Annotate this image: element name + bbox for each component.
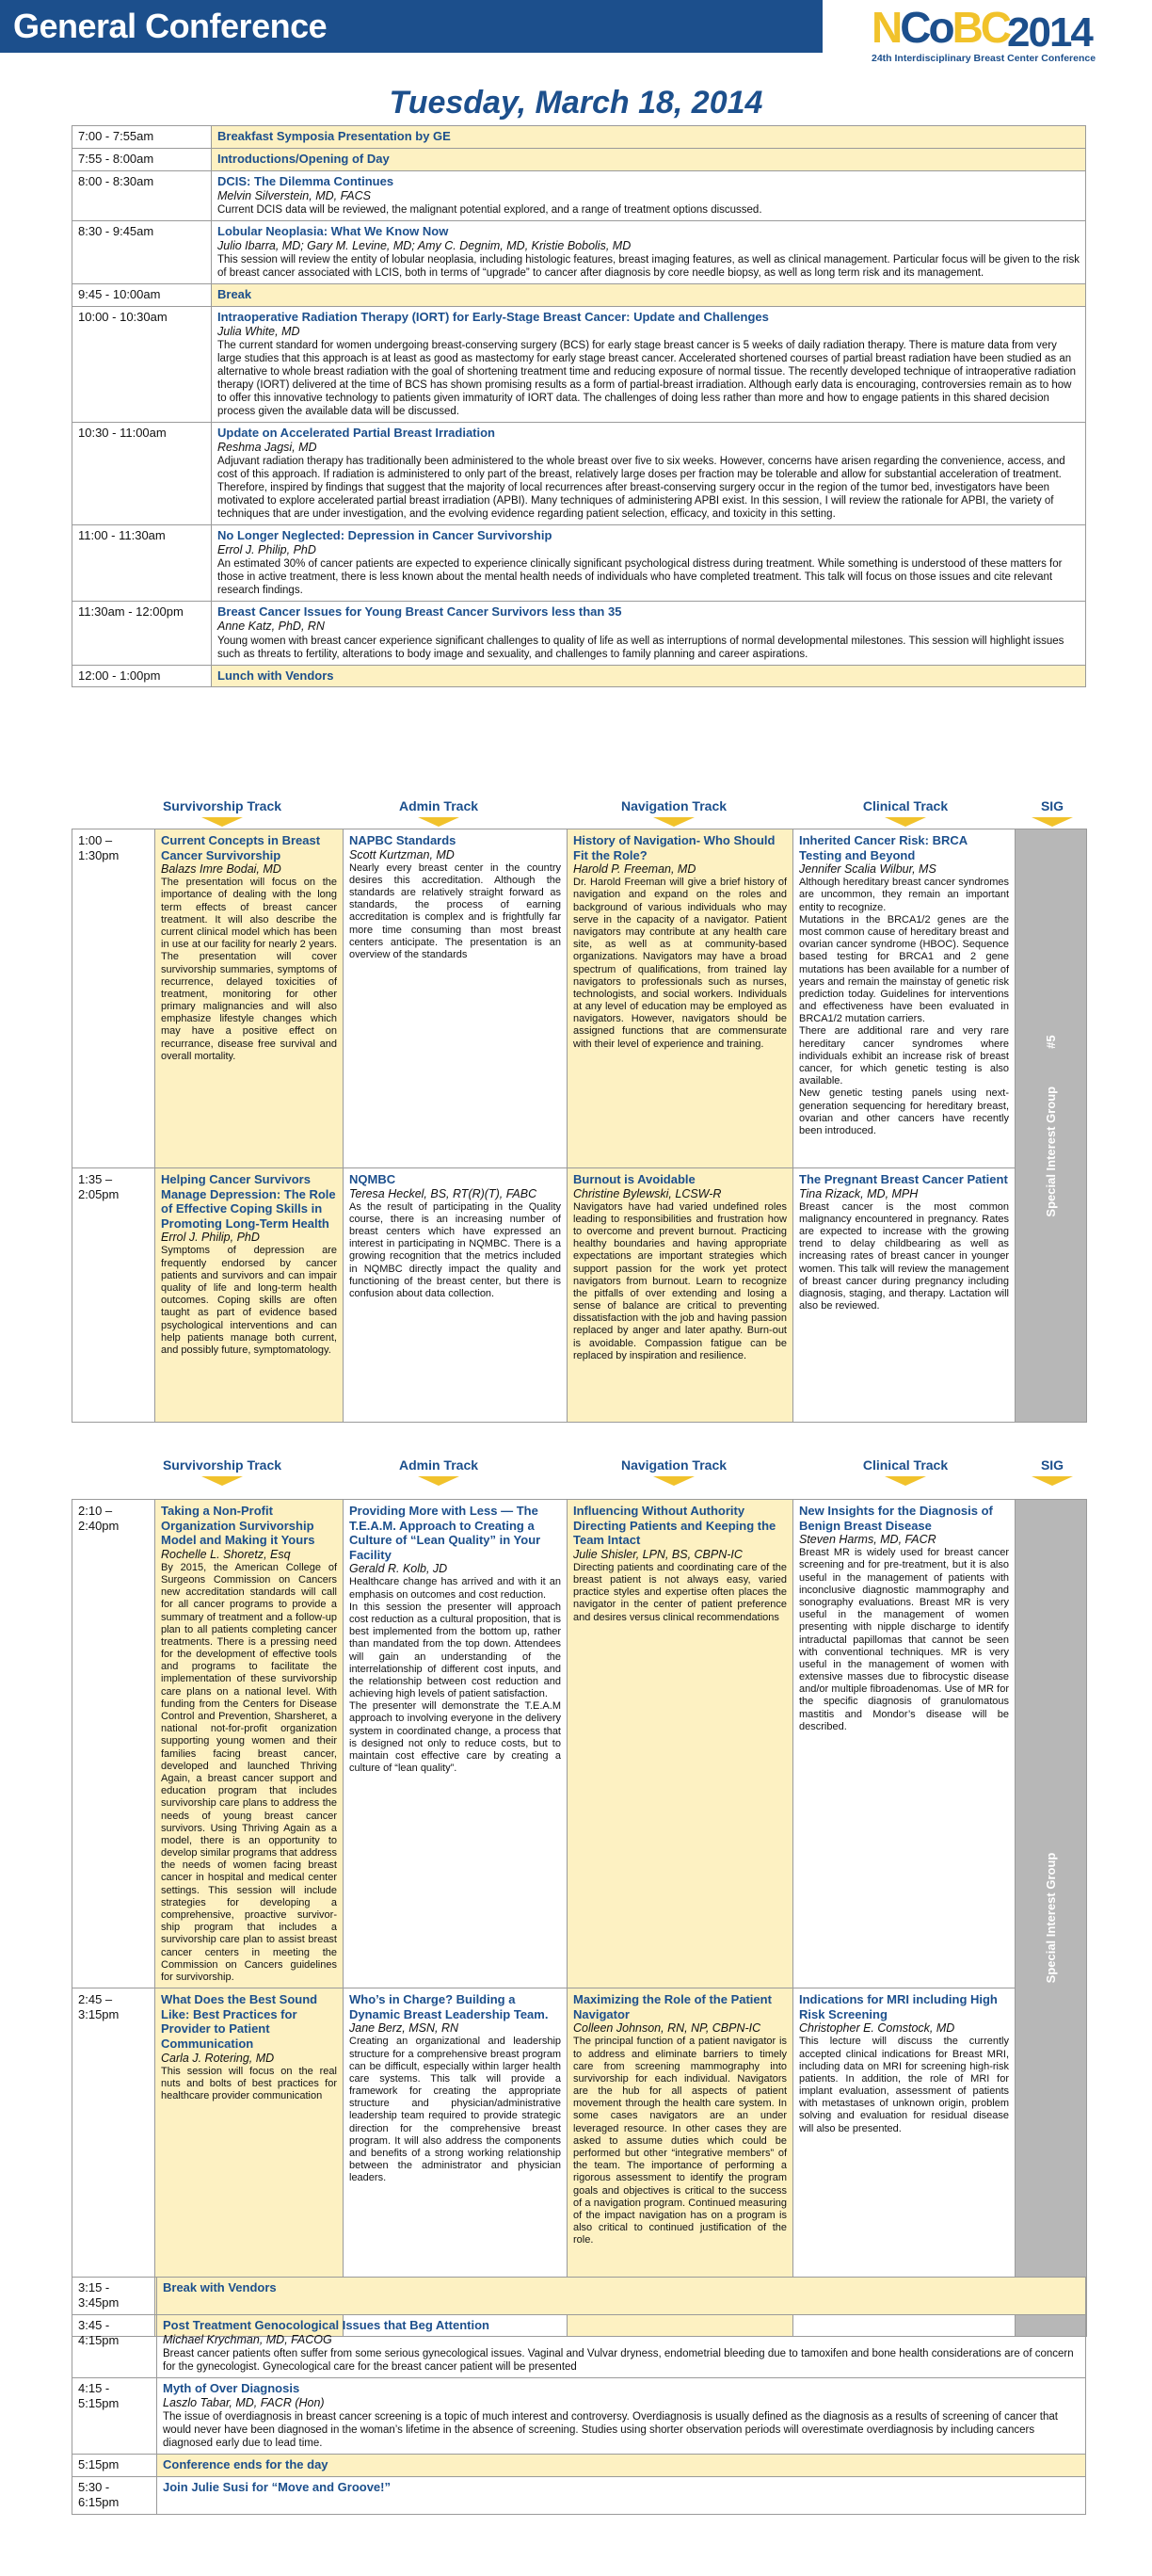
schedule-row bbox=[72, 2314, 1086, 2377]
session-speaker: Colleen Johnson, RN, NP, CBPN-IC bbox=[573, 2021, 761, 2036]
session-speaker: Christine Bylewski, LCSW-R bbox=[573, 1186, 722, 1200]
session-title: No Longer Neglected: Depression in Cancer Survivorship bbox=[217, 528, 552, 543]
session-description: The presentation will focus on the importance of dealing with the long term effects of breast cancer treatment. It will also describe the current clinical model which has been in use at our facility for nearly 2 years. The presentation will cover survivorship summaries, symptoms of recurrence, delayed toxicities of treatment, monitoring for other primary malignancies and will also emphasize lifestyle changes which may have a positive effect on recurrance, disease free survival and overall mortality. bbox=[161, 877, 337, 1062]
session-speaker: Tina Rizack, MD, MPH bbox=[799, 1186, 919, 1200]
session-speaker: Errol J. Philip, PhD bbox=[161, 1231, 260, 1245]
track-session-cell bbox=[155, 829, 344, 1168]
session-speaker: Julio Ibarra, MD; Gary M. Levine, MD; Amy C. Degnim, MD, Kristie Bobolis, MD bbox=[217, 238, 632, 252]
time-slot: 5:30 - 6:15pm bbox=[72, 2476, 157, 2514]
session-speaker: Errol J. Philip, PhD bbox=[217, 543, 316, 557]
track-row bbox=[72, 1168, 1087, 1423]
track-session-cell bbox=[793, 1500, 1016, 1988]
session-description: An estimated 30% of cancer patients are expected to experience clinically significant psychological distress during treatment. While something is understood of these matters for those in active treatment, there is less known about the mental health needs of individuals who have completed treatment. This talk will focus on those issues and cite relevant research findings. bbox=[217, 558, 1063, 597]
session-title: Update on Accelerated Partial Breast Irradiation bbox=[217, 426, 496, 441]
track-session-cell bbox=[344, 1168, 568, 1423]
track-session-cell bbox=[344, 829, 568, 1168]
session-description: This lecture will discuss the currently accepted clinical indications for Breast MRI, including data on MRI for screening high-risk patients. In addition, the role of MRI for implant evaluation, assessment of patients with metastases of unknown origin, problem solving and evaluation for residual disease will also be presented. bbox=[799, 2036, 1009, 2134]
session-cell bbox=[212, 283, 1086, 306]
session-speaker: Harold P. Freeman, MD bbox=[573, 862, 696, 877]
session-cell bbox=[212, 170, 1086, 220]
session-cell bbox=[212, 525, 1086, 602]
time-slot: 5:15pm bbox=[72, 2455, 157, 2477]
session-speaker: Anne Katz, PhD, RN bbox=[217, 620, 325, 634]
session-description: By 2015, the American College of Surgeons Commission on Cancers new accreditation standards will call for all cancer programs to provide a summary of treatment and a follow-up plan to all patients completing cancer treatments. There is a pressing need for the development of effective tools and programs to facilitate the implementation of these survivorship care plans on a national level. With funding from the Centers for Disease Control and Prevention, Sharsheret, a national not-for-profit organization supporting young women and their families facing breast cancer, developed and launched Thriving Again, a breast cancer support and education program that includes survivorship care plans to address the needs of young breast cancer survivors. Using Thriving Again as a model, there is an opportunity to develop similar programs that address the needs of women facing breast cancer in hospital and medical center settings. This session will include strategies for developing a comprehensive, proactive survivor-ship program that includes a survivorship care plan to assist breast cancer centers in meeting the Commission on Cancers guidelines for survivorship. bbox=[161, 1561, 337, 1983]
afternoon-track-grid-2 bbox=[72, 1499, 1087, 2337]
time-slot: 2:10 – 2:40pm bbox=[72, 1500, 155, 1988]
sig-number: #5 bbox=[1043, 1034, 1058, 1049]
track-sig: SIG bbox=[1024, 798, 1080, 827]
session-title: Providing More with Less — The T.E.A.M. Approach to Creating a Culture of “Lean Quality” in Your Facility bbox=[349, 1504, 541, 1562]
session-cell bbox=[157, 2377, 1086, 2454]
session-title: Breast Cancer Issues for Young Breast Cancer Survivors less than 35 bbox=[217, 604, 622, 620]
session-title: The Pregnant Breast Cancer Patient bbox=[799, 1172, 1008, 1186]
session-description: Nearly every breast center in the country desires this accreditation. Although the standards are relatively straight forward as standards, the process of earning accreditation is complex and is frightfully far more time consuming than most breast centers anticipate. The presentation is an overview of the standards bbox=[349, 861, 561, 960]
logo-subtitle: 24th Interdisciplinary Breast Center Conference bbox=[872, 53, 1096, 64]
session-cell bbox=[212, 602, 1086, 665]
session-description: Young women with breast cancer experience significant challenges to quality of life as well as interruptions of normal developmental milestones. This session will highlight issues such as threats to fertility, alterations to body image and sexuality, and challenges to family planning and career aspirations. bbox=[217, 635, 1064, 660]
session-title: Taking a Non-Profit Organization Survivorship Model and Making it Yours bbox=[161, 1504, 315, 1548]
schedule-row bbox=[72, 283, 1086, 306]
session-speaker: Michael Krychman, MD, FACOG bbox=[163, 2332, 332, 2346]
track-navigation: Navigation Track bbox=[580, 1457, 768, 1486]
session-description: This session will review the entity of lobular neoplasia, including histologic features, breast imaging features, as well as clinical management. Particular focus will be given to the risk of breast cancer associated with LCIS, both in terms of “upgrade” to cancer after diagnosis by core needle biopsy, as well as long term risk and its management. bbox=[217, 253, 1080, 279]
session-cell bbox=[157, 2476, 1086, 2514]
session-speaker: Julie Shisler, LPN, BS, CBPN-IC bbox=[573, 1547, 743, 1561]
session-title: Burnout is Avoidable bbox=[573, 1172, 696, 1186]
track-session-cell bbox=[344, 1500, 568, 1988]
session-title: Maximizing the Role of the Patient Navigator bbox=[573, 1992, 772, 2021]
time-slot: 1:35 – 2:05pm bbox=[72, 1168, 155, 1423]
time-slot: 12:00 - 1:00pm bbox=[72, 665, 212, 687]
schedule-row bbox=[72, 525, 1086, 602]
session-speaker: Christopher E. Comstock, MD bbox=[799, 2021, 955, 2036]
session-description: The current standard for women undergoing breast-conserving surgery (BCS) for early stage breast cancer is 5 weeks of daily radiation therapy. There is mature data from very large studies that this approach is at least as good as mastectomy for early stage breast cancer. Accelerated shortened courses of partial breast radiation have been studied as an alternative to whole breast radiation with the goal of shortening treatment time and reducing exposure of normal tissue. The recently developed technique of intraoperative radiation therapy (IORT) delivered at the time of BCS has shown promising results as a form of partial-breast irradiation. Although early data is encouraging, controversies remain as to how to offer this innovative technology to patients given immaturity of IORT data. The challenges of doing less rather than more and how to engage patients in this shared decision process given the available data will be discussed. bbox=[217, 339, 1077, 418]
session-description: Creating an organizational and leadership structure for a comprehensive breast program can be difficult, especially within larger health care systems. This talk will provide a framework for creating the appropriate structure and physician/administrative leadership team required to provide strategic direction for the comprehensive breast program. It will also address the components and benefits of a strong working relationship between the administrator and physician leaders. bbox=[349, 2036, 561, 2184]
session-description: Navigators have had varied undefined roles leading to responsibilities and frustration how to overcome and prevent burnout. Practicing healthy boundaries and having appropriate expectations are important strategies which support passion for the work yet protect navigators from burnout. Learn to recognize the pitfalls of over extending and losing a sense of balance are critical to preventing dissatisfaction with the job and having passion replaced by anger and later apathy. Burn-out is avoidable. Compassion fatigue can be replaced by inspiration and resilience. bbox=[573, 1200, 787, 1361]
track-session-cell bbox=[568, 1168, 793, 1423]
session-cell bbox=[212, 220, 1086, 283]
session-description: Breast cancer is the most common malignancy encountered in pregnancy. Rates are expected to increase with the growing trend to delay childbearing as well as increasing rates of breast cancer in younger women. This talk will review the management of breast cancer during pregnancy including diagnosis, staging, and therapy. Lactation will also be reviewed. bbox=[799, 1200, 1009, 1312]
conference-title: General Conference bbox=[13, 7, 328, 45]
track-admin: Admin Track bbox=[354, 1457, 523, 1486]
schedule-row bbox=[72, 170, 1086, 220]
session-title: NQMBC bbox=[349, 1172, 396, 1186]
time-slot: 1:00 – 1:30pm bbox=[72, 829, 155, 1168]
track-admin: Admin Track bbox=[354, 798, 523, 827]
afternoon-track-grid-1 bbox=[72, 829, 1087, 1423]
time-slot: 7:55 - 8:00am bbox=[72, 148, 212, 170]
time-slot: 11:00 - 11:30am bbox=[72, 525, 212, 602]
track-survivorship: Survivorship Track bbox=[128, 1457, 316, 1486]
session-title: Intraoperative Radiation Therapy (IORT) for Early-Stage Breast Cancer: Update and Challenges bbox=[217, 309, 769, 324]
session-title: Myth of Over Diagnosis bbox=[163, 2380, 300, 2395]
session-description: Healthcare change has arrived and with it an emphasis on outcomes and cost reduction. In this session the presenter will approach cost reduction as a cultural proposition, that is best implemented from the bottom up, rather than mandated from the top down. Attendees will gain an understanding of the interrelationship of different cost inputs, and the relationship between cost reduction and achieving high levels of patient satisfaction. The presenter will demonstrate the T.E.A.M approach to involving everyone in the delivery system in coordinated change, a process that is designed not only to reduce costs, but to maintain cost effective care by creating a culture of “lean quality”. bbox=[349, 1576, 561, 1775]
time-slot: 8:00 - 8:30am bbox=[72, 170, 212, 220]
session-description: The issue of overdiagnosis in breast cancer screening is a topic of much interest and controversy. Overdiagnosis is usually defined as the diagnosis as a results of screening of cancer that would never have been diagnosed in the woman’s lifetime in the absence of screening. Studies using shorter observation periods will overestimate overdiagnosis by including cancers diagnosed early due to lead time. bbox=[163, 2410, 1058, 2449]
session-speaker: Carla J. Rotering, MD bbox=[161, 2051, 275, 2065]
session-title: Influencing Without Authority Directing Patients and Keeping the Team Intact bbox=[573, 1504, 776, 1548]
session-title: Conference ends for the day bbox=[163, 2457, 328, 2472]
session-description: Directing patients and coordinating care of the breast patient is not always easy, varied practice styles and expertise often places the navigator in the center of patient preference and desires versus clinical recommendations bbox=[573, 1561, 787, 1623]
session-title: Indications for MRI including High Risk Screening bbox=[799, 1992, 998, 2021]
session-description: Breast MR is widely used for breast cancer screening and for pre-treatment, but it is also useful in the management of patients with inconclusive diagnostic mammography and sonography evaluations. Breast MR is very useful in the management of women presenting with nipple discharge to identify intraductal papillomas that cannot be seen with conventional techniques. MR is very useful in the management of women with extensive masses due to fibrocystic disease and/or multiple fibroadenomas. Use of MR for the specific diagnosis of granulomatous mastitis and Mondor’s disease will be described. bbox=[799, 1547, 1009, 1732]
session-title: New Insights for the Diagnosis of Benign Breast Disease bbox=[799, 1504, 993, 1533]
logo-mark: NCoBC bbox=[872, 3, 1010, 52]
schedule-row bbox=[72, 148, 1086, 170]
session-speaker: Balazs Imre Bodai, MD bbox=[161, 862, 281, 877]
track-session-cell bbox=[793, 829, 1016, 1168]
session-speaker: Steven Harms, MD, FACR bbox=[799, 1533, 936, 1547]
session-title: Lunch with Vendors bbox=[217, 668, 334, 683]
schedule-row bbox=[72, 2377, 1086, 2454]
sig-label-text: Special Interest Group bbox=[1043, 1852, 1058, 1984]
schedule-row bbox=[72, 602, 1086, 665]
session-cell bbox=[157, 2314, 1086, 2377]
session-title: Breakfast Symposia Presentation by GE bbox=[217, 129, 451, 143]
morning-schedule-table bbox=[72, 125, 1086, 687]
session-title: Introductions/Opening of Day bbox=[217, 151, 390, 166]
track-sig: SIG bbox=[1024, 1457, 1080, 1486]
session-speaker: Teresa Heckel, BS, RT(R)(T), FABC bbox=[349, 1186, 537, 1200]
track-survivorship: Survivorship Track bbox=[128, 798, 316, 827]
session-title: Current Concepts in Breast Cancer Survivorship bbox=[161, 833, 321, 862]
schedule-row bbox=[72, 2476, 1086, 2514]
time-slot: 11:30am - 12:00pm bbox=[72, 602, 212, 665]
track-row bbox=[72, 829, 1087, 1168]
time-slot: 3:45 - 4:15pm bbox=[72, 2314, 157, 2377]
session-description: The principal function of a patient navigator is to address and eliminate barriers to timely care from screening mammography into survivorship for each individual. Navigators are the hub for all aspects of patient movement through the health care system. In some cases navigators are an under leveraged resource. In other cases they are asked to assume duties which could be performed but other “integrative members” of the team. The importance of performing a rigorous assessment to identify the program goals and objectives is critical to the success of a navigation program. Continued measuring of the impact navigation has on a program is also critical to continued justification of the role. bbox=[573, 2036, 787, 2246]
session-speaker: Julia White, MD bbox=[217, 324, 300, 338]
time-slot: 7:00 - 7:55am bbox=[72, 126, 212, 149]
sig-column bbox=[1016, 1500, 1087, 2337]
sig-column bbox=[1016, 829, 1087, 1423]
session-title: Join Julie Susi for “Move and Groove!” bbox=[163, 2479, 391, 2494]
session-description: Adjuvant radiation therapy has traditionally been administered to the whole breast over five to six weeks. However, concerns have arisen regarding the convenience, access, and cost of this approach. If radiation is administered to only part of the breast, relatively large doses per fraction may be tolerable and allow for substantial acceleration of treatment. Therefore, inspired by findings that suggest that the majority of local recurrences after breast-conserving surgery occur in the region of the tumor bed, investigators have been motivated to explore accelerated partial breast irradiation (APBI). Many techniques of administering APBI exist. In this session, I will review the rationale for APBI, the variety of techniques that are under investigation, and the evolving evidence regarding patient selection, efficacy, and toxicity in this setting. bbox=[217, 456, 1065, 521]
session-description: This session will focus on the real nuts and bolts of best practices for healthcare provider communication bbox=[161, 2065, 337, 2101]
track-session-cell bbox=[568, 829, 793, 1168]
sig-label bbox=[1044, 1035, 1059, 1216]
track-clinical: Clinical Track bbox=[811, 1457, 1000, 1486]
track-session-cell bbox=[155, 1168, 344, 1423]
track-session-cell bbox=[155, 1500, 344, 1988]
schedule-row bbox=[72, 2278, 1086, 2315]
session-cell bbox=[212, 306, 1086, 422]
schedule-row bbox=[72, 306, 1086, 422]
session-title: History of Navigation- Who Should Fit the Role? bbox=[573, 833, 776, 862]
schedule-row bbox=[72, 423, 1086, 525]
time-slot: 4:15 - 5:15pm bbox=[72, 2377, 157, 2454]
session-cell bbox=[212, 665, 1086, 687]
session-title: Break with Vendors bbox=[163, 2280, 277, 2294]
time-slot: 8:30 - 9:45am bbox=[72, 220, 212, 283]
track-header-row-2 bbox=[72, 1457, 1086, 1495]
session-speaker: Jennifer Scalia Wilbur, MS bbox=[799, 862, 936, 877]
track-session-cell bbox=[793, 1168, 1016, 1423]
page-date-title: Tuesday, March 18, 2014 bbox=[389, 85, 763, 121]
late-afternoon-schedule-table bbox=[72, 2277, 1086, 2515]
session-cell bbox=[212, 148, 1086, 170]
session-speaker: Laszlo Tabar, MD, FACR (Hon) bbox=[163, 2395, 325, 2409]
sig-label bbox=[1044, 1853, 1059, 1984]
session-title: Inherited Cancer Risk: BRCA Testing and Beyond bbox=[799, 833, 968, 862]
time-slot: 2:45 – 3:15pm bbox=[72, 1988, 155, 2337]
session-title: Lobular Neoplasia: What We Know Now bbox=[217, 223, 449, 238]
session-description: Symptoms of depression are frequently endorsed by cancer patients and survivors and can impair quality of life and long-term health outcomes. Coping skills are often taught as part of evidence based psychological interventions and can help patients manage both current, and possibly future, symptomatology. bbox=[161, 1245, 337, 1356]
session-speaker: Rochelle L. Shoretz, Esq bbox=[161, 1547, 291, 1561]
session-description: Although hereditary breast cancer syndromes are uncommon, they remain an important entity to recognize. Mutations in the BRCA1/2 genes are the most common cause of hereditary breast and ovarian cancer syndrome (HBOC). Sequence based testing for BRCA1 and 2 gene mutations has been available for a number of years and remain the mainstay of genetic risk prediction today. Guidelines for interventions and effectiveness have been evaluated in BRCA1/2 mutation carriers. There are additional rare and very rare hereditary cancer syndromes where individuals exhibit an increase risk of breast cancer, for which genetic testing is also available. New genetic testing panels using next-generation sequencing for hereditary breast, ovarian and other cancers have recently been introduced. bbox=[799, 877, 1009, 1136]
schedule-row bbox=[72, 2455, 1086, 2477]
session-title: DCIS: The Dilemma Continues bbox=[217, 173, 394, 188]
session-description: Breast cancer patients often suffer from some serious gynecological issues. Vaginal and Vulvar dryness, endometrial bleeding due to tamoxifen and bone health considerations are of concern for the gynecologist. Gynecological care for the breast cancer patient will be presented bbox=[163, 2347, 1074, 2373]
session-speaker: Scott Kurtzman, MD bbox=[349, 847, 455, 861]
session-title: Break bbox=[217, 286, 252, 301]
session-cell bbox=[212, 423, 1086, 525]
time-slot: 10:00 - 10:30am bbox=[72, 306, 212, 422]
schedule-row bbox=[72, 665, 1086, 687]
session-title: NAPBC Standards bbox=[349, 833, 456, 847]
session-cell bbox=[212, 126, 1086, 149]
track-navigation: Navigation Track bbox=[580, 798, 768, 827]
session-description: Current DCIS data will be reviewed, the malignant potential explored, and a range of treatment options discussed. bbox=[217, 203, 762, 216]
sig-label-text: Special Interest Group bbox=[1043, 1086, 1058, 1217]
session-cell bbox=[157, 2455, 1086, 2477]
session-cell bbox=[157, 2278, 1086, 2315]
logo-year: 2014 bbox=[1007, 9, 1092, 56]
session-speaker: Gerald R. Kolb, JD bbox=[349, 1562, 448, 1576]
track-session-cell bbox=[568, 1500, 793, 1988]
time-slot: 9:45 - 10:00am bbox=[72, 283, 212, 306]
time-slot: 3:15 - 3:45pm bbox=[72, 2278, 157, 2315]
session-title: Who’s in Charge? Building a Dynamic Breast Leadership Team. bbox=[349, 1992, 549, 2021]
session-title: Helping Cancer Survivors Manage Depression: The Role of Effective Coping Skills in Promoting Long-Term Health bbox=[161, 1172, 336, 1231]
session-description: Dr. Harold Freeman will give a brief history of navigation and expand on the roles and background of various individuals who may serve in the capacity of a navigator. Patient navigators may contribute at any health care site, as well as at community-based organizations. Navigators may have a broad spectrum of qualifications, from trained lay navigators to professionals such as nurses, technologists, and social workers. Individuals at any level of education may be employed as navigators. However, navigators should be assigned functions that are commensurate with their level of experience and training. bbox=[573, 877, 787, 1050]
ncobc-logo bbox=[823, 0, 1152, 68]
session-title: Post Treatment Genocological Issues that Beg Attention bbox=[163, 2317, 489, 2332]
schedule-row bbox=[72, 220, 1086, 283]
time-slot: 10:30 - 11:00am bbox=[72, 423, 212, 525]
session-speaker: Reshma Jagsi, MD bbox=[217, 440, 317, 454]
session-description: As the result of participating in the Quality course, there is an increasing number of breast centers which have expressed an interest in participating in NQMBC. There is a growing recognition that the metrics included in NQMBC directly impact the quality and functioning of the breast center, but there is confusion about data collection. bbox=[349, 1200, 561, 1299]
track-clinical: Clinical Track bbox=[811, 798, 1000, 827]
schedule-row bbox=[72, 126, 1086, 149]
session-speaker: Jane Berz, MSN, RN bbox=[349, 2021, 459, 2036]
session-speaker: Melvin Silverstein, MD, FACS bbox=[217, 188, 371, 202]
track-row bbox=[72, 1500, 1087, 1988]
session-title: What Does the Best Sound Like: Best Practices for Provider to Patient Communication bbox=[161, 1992, 318, 2051]
